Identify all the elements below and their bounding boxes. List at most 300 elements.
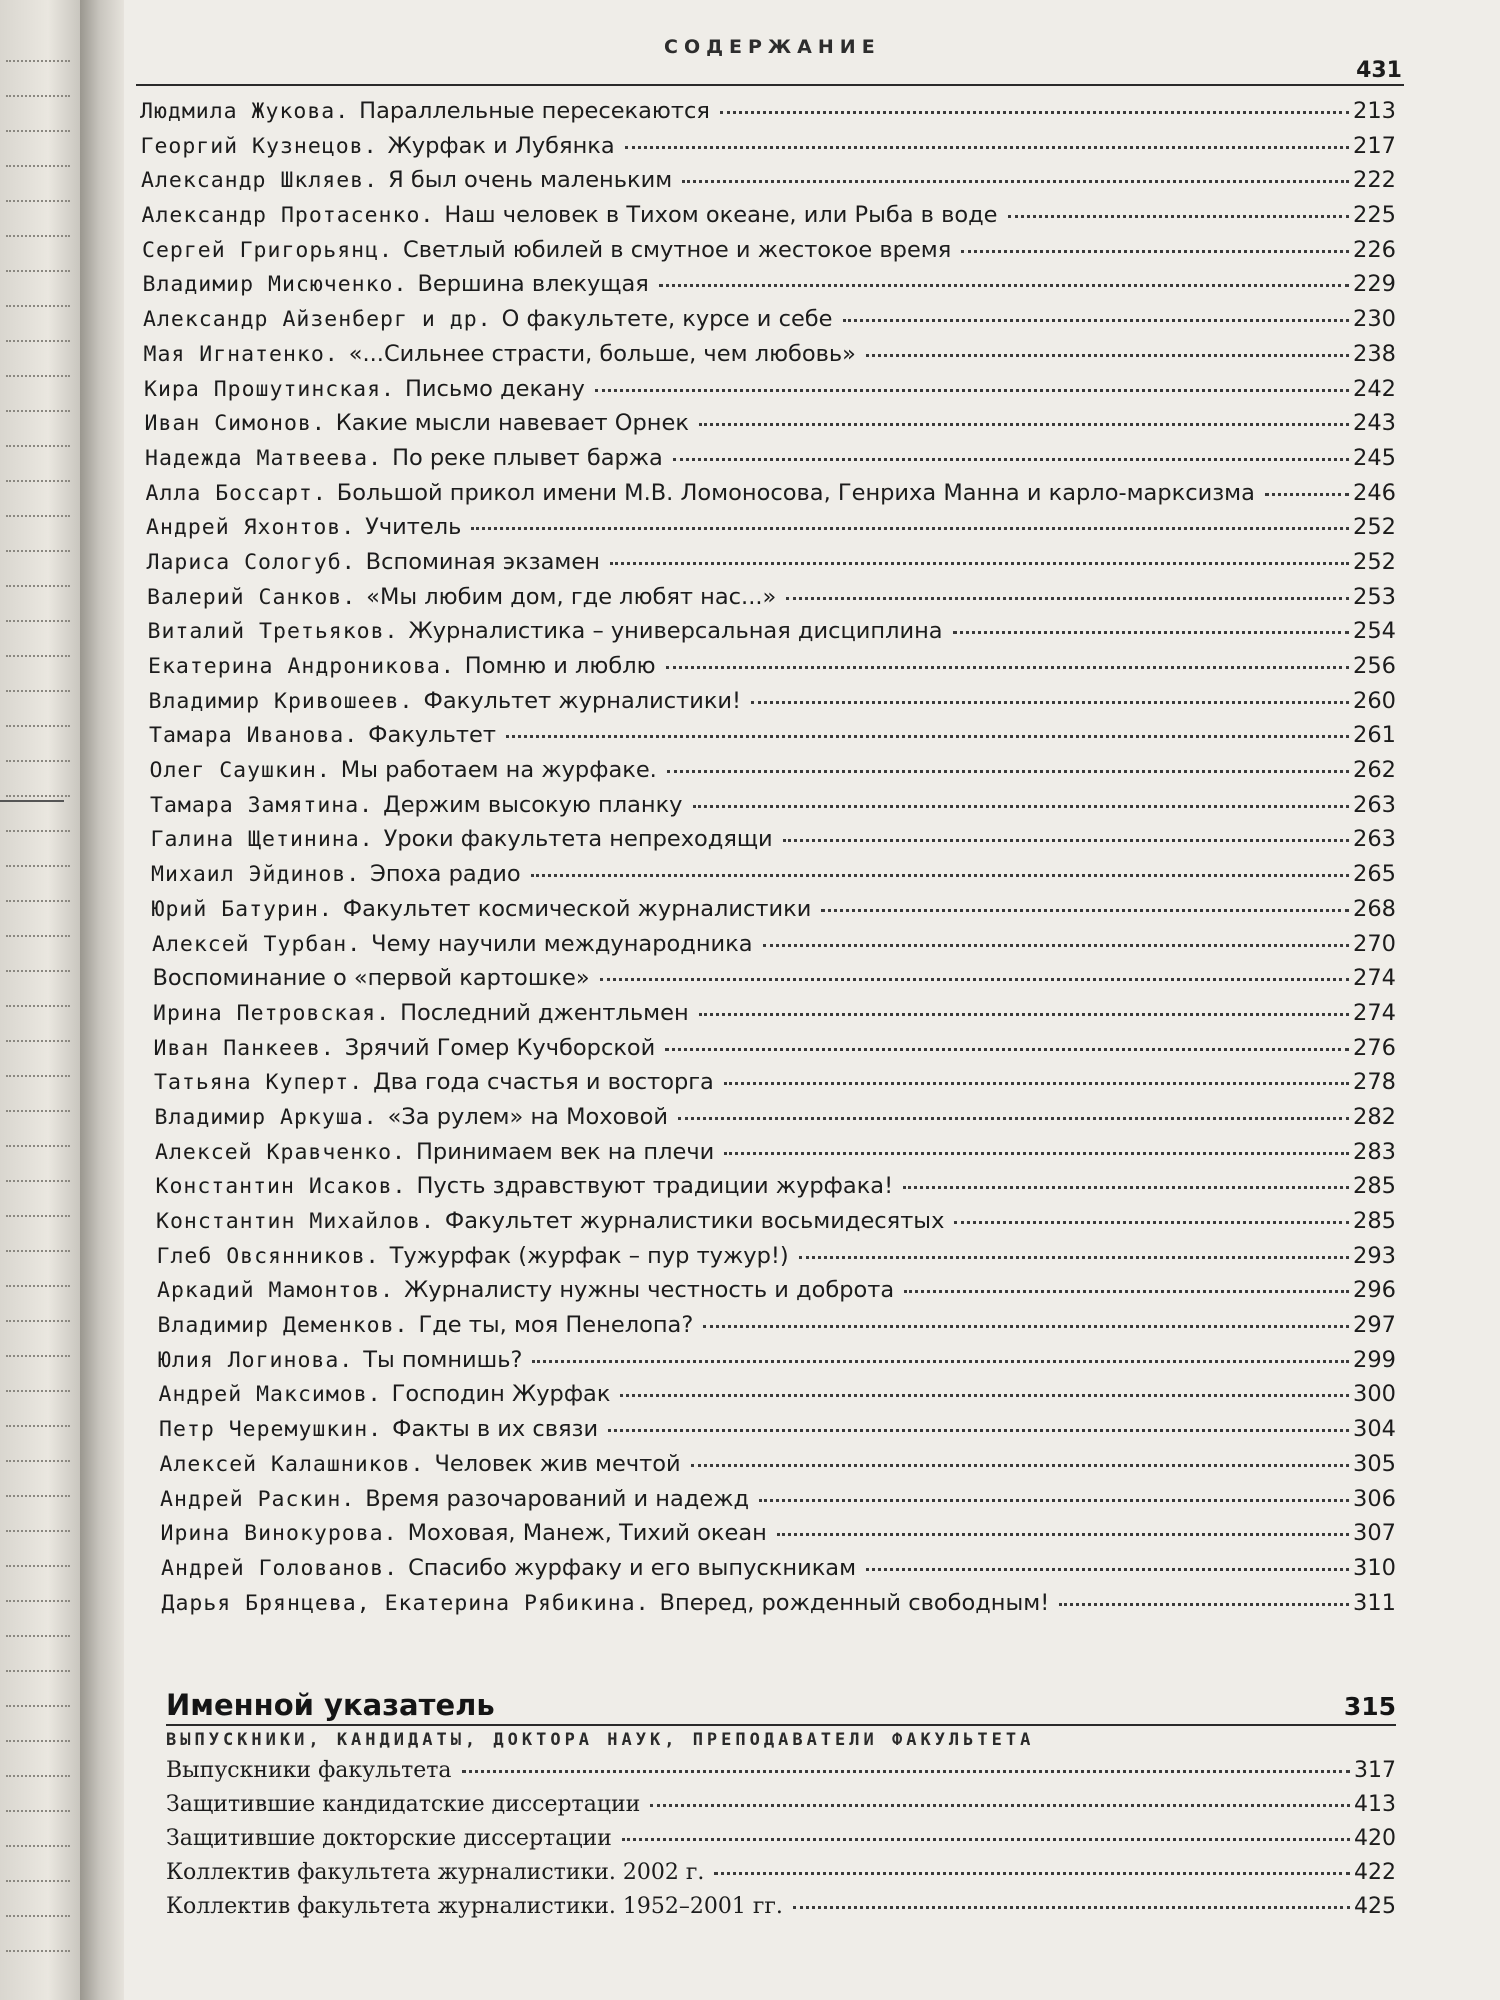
toc-author: Лариса Сологуб. [146, 549, 356, 575]
left-page-dot-leader [6, 1635, 70, 1639]
index-title: Защитившие кандидатские диссертации [166, 1792, 641, 1817]
toc-author: Александр Шкляев. [141, 168, 379, 194]
dot-leader [904, 1290, 1349, 1293]
toc-entry [140, 1104, 1396, 1139]
dot-leader [532, 1360, 1349, 1363]
left-page-rule [0, 800, 64, 802]
toc-title: Ты помнишь? [363, 1346, 523, 1373]
toc-entry [140, 133, 1396, 168]
toc-title: Эпоха радио [370, 861, 521, 888]
dot-leader [595, 389, 1349, 392]
left-page-dot-leader [6, 1705, 70, 1709]
toc-title: Последний джентльмен [400, 999, 689, 1026]
toc-title: По реке плывет баржа [392, 444, 663, 471]
toc-page-number: 300 [1353, 1381, 1396, 1408]
toc-author: Виталий Третьяков. [147, 619, 399, 645]
toc-title: Факультет журналистики! [423, 687, 742, 714]
dot-leader [531, 874, 1349, 877]
left-page-dot-leader [6, 1670, 70, 1674]
toc-entry [140, 931, 1396, 966]
toc-author: Иван Панкеев. [153, 1035, 335, 1061]
dot-leader [763, 944, 1350, 947]
left-page-dot-leader [6, 305, 70, 309]
toc-title: Господин Журфак [391, 1381, 611, 1408]
dot-leader [777, 1533, 1349, 1536]
toc-page-number: 270 [1353, 930, 1396, 957]
toc-title: О факультете, курсе и себе [501, 306, 833, 333]
dot-leader [759, 1499, 1349, 1502]
toc-author: Георгий Кузнецов. [140, 133, 378, 159]
toc-page-number: 213 [1353, 98, 1396, 124]
name-index-section [166, 1688, 1396, 1928]
dot-leader [678, 1117, 1349, 1120]
left-page-dot-leader [6, 1495, 70, 1499]
toc-page-number: 283 [1353, 1138, 1396, 1165]
toc-author: Татьяна Куперт. [154, 1070, 364, 1096]
left-page-dot-leader [6, 1600, 70, 1604]
toc-author: Константин Михайлов. [156, 1209, 435, 1234]
toc-author: Владимир Кривошеев. [148, 688, 414, 714]
toc-entry [140, 549, 1396, 584]
toc-author: Андрей Максимов. [158, 1382, 382, 1408]
index-title: Защитившие докторские диссертации [166, 1826, 612, 1851]
toc-page-number: 242 [1353, 375, 1396, 402]
toc-title: Журналисту нужны честность и доброта [404, 1277, 895, 1304]
toc-title: Я был очень маленьким [388, 167, 673, 194]
index-entry [166, 1758, 1396, 1792]
toc-title: Факты в их связи [392, 1416, 599, 1443]
left-page-dot-leader [6, 1845, 70, 1849]
dot-leader [666, 666, 1350, 669]
toc-title: Зрячий Гомер Кучборской [344, 1034, 656, 1061]
index-page-number: 422 [1354, 1860, 1396, 1885]
index-entry [166, 1826, 1396, 1860]
toc-author: Тамара Замятина. [150, 792, 374, 818]
toc-entry [140, 202, 1396, 237]
toc-title: Тужурфак (журфак – пур тужур!) [389, 1242, 789, 1269]
toc-title: Факультет космической журналистики [342, 895, 812, 922]
toc-entry [140, 1312, 1396, 1347]
toc-title: Мы работаем на журфаке. [340, 757, 657, 784]
toc-author: Кира Прошутинская. [144, 376, 395, 402]
left-page-dot-leader [6, 795, 70, 799]
toc-author: Константин Исаков. [155, 1174, 407, 1200]
left-page-dot-leader [6, 1915, 70, 1919]
toc-author: Юлия Логинова. [158, 1347, 354, 1373]
left-page-dot-leader [6, 1040, 70, 1044]
header-rule [136, 84, 1404, 86]
left-page-dot-leader [6, 1425, 70, 1429]
toc-entry [140, 861, 1396, 896]
toc-author: Иван Симонов. [144, 411, 326, 437]
left-page-dot-leader [6, 235, 70, 239]
left-page-dot-leader [6, 935, 70, 939]
dot-leader [953, 631, 1349, 634]
toc-author: Екатерина Андроникова. [148, 654, 455, 679]
toc-page-number: 243 [1353, 410, 1396, 437]
toc-author: Надежда Матвеева. [145, 445, 383, 471]
toc-title: Светлый юбилей в смутное и жестокое время [403, 236, 952, 263]
toc-author: Владимир Аркуша. [154, 1104, 378, 1130]
left-page-dot-leader [6, 375, 70, 379]
table-of-contents [140, 98, 1396, 1624]
dot-leader [903, 1186, 1349, 1189]
toc-author: Глеб Овсянников. [156, 1243, 380, 1269]
toc-entry [140, 757, 1396, 792]
index-page-number: 425 [1354, 1894, 1396, 1919]
toc-entry [140, 271, 1396, 306]
toc-author: Алексей Кравченко. [155, 1139, 406, 1165]
toc-page-number: 246 [1353, 479, 1396, 506]
dot-leader [751, 701, 1349, 704]
index-entry [166, 1792, 1396, 1826]
dot-leader [703, 1325, 1349, 1328]
left-page-dot-leader [6, 1285, 70, 1289]
toc-title: Параллельные пересекаются [359, 98, 710, 124]
toc-page-number: 274 [1353, 999, 1396, 1026]
dot-leader [608, 1429, 1349, 1432]
left-page-dot-leader [6, 95, 70, 99]
toc-page-number: 256 [1353, 653, 1396, 679]
left-page-edge [0, 0, 80, 2000]
toc-title: Моховая, Манеж, Тихий океан [407, 1520, 767, 1547]
dot-leader [471, 527, 1349, 530]
toc-author: Петр Черемушкин. [159, 1417, 383, 1443]
index-page-number: 317 [1354, 1758, 1396, 1783]
toc-page-number: 262 [1353, 757, 1396, 784]
dot-leader [793, 1906, 1350, 1909]
toc-author: Аркадий Мамонтов. [157, 1278, 395, 1304]
toc-author: Сергей Григорьянц. [142, 237, 393, 263]
toc-entry [140, 896, 1396, 931]
toc-page-number: 297 [1353, 1312, 1396, 1339]
toc-page-number: 276 [1353, 1034, 1396, 1061]
toc-entry [140, 722, 1396, 757]
dot-leader [650, 1804, 1350, 1807]
toc-title: Письмо декану [405, 375, 585, 402]
index-page-number: 413 [1354, 1792, 1396, 1817]
index-entry [166, 1860, 1396, 1894]
left-page-dot-leader [6, 165, 70, 169]
left-page-dot-leader [6, 760, 70, 764]
left-page-dot-leader [6, 1215, 70, 1219]
toc-entry [140, 1520, 1396, 1555]
toc-page-number: 252 [1353, 548, 1396, 575]
toc-entry [140, 1486, 1396, 1521]
toc-entry [140, 376, 1396, 411]
toc-page-number: 263 [1353, 826, 1396, 853]
toc-title: Пусть здравствуют традиции журфака! [416, 1173, 894, 1200]
toc-entry [140, 1277, 1396, 1312]
toc-entry [140, 167, 1396, 202]
toc-page-number: 238 [1353, 340, 1396, 367]
toc-page-number: 282 [1353, 1103, 1396, 1130]
toc-entry [140, 1139, 1396, 1174]
left-page-dot-leader [6, 130, 70, 134]
toc-entry [140, 1590, 1396, 1625]
toc-page-number: 285 [1353, 1208, 1396, 1234]
index-list [166, 1758, 1396, 1928]
section-page-number: 315 [1343, 1692, 1396, 1721]
dot-leader [866, 354, 1349, 357]
toc-title: Воспоминание о «первой картошке» [152, 965, 590, 992]
toc-author: Дарья Брянцева, Екатерина Рябикина. [161, 1590, 650, 1616]
toc-page-number: 311 [1353, 1589, 1396, 1616]
toc-author: Алексей Турбан. [152, 931, 362, 957]
toc-title: Спасибо журфаку и его выпускникам [408, 1554, 857, 1581]
dot-leader [659, 284, 1349, 287]
toc-author: Алексей Калашников. [159, 1451, 425, 1477]
dot-leader [866, 1568, 1349, 1571]
toc-page-number: 263 [1353, 791, 1396, 818]
dot-leader [724, 1082, 1349, 1085]
left-page-dot-leader [6, 655, 70, 659]
dot-leader [724, 1152, 1349, 1155]
dot-leader [699, 423, 1349, 426]
left-page-dot-leader [6, 270, 70, 274]
left-page-dot-leader [6, 725, 70, 729]
toc-author: Андрей Раскин. [160, 1486, 356, 1512]
toc-page-number: 226 [1353, 236, 1396, 263]
section-heading-row [166, 1688, 1396, 1726]
toc-page-number: 229 [1353, 271, 1396, 298]
toc-page-number: 260 [1353, 687, 1396, 714]
dot-leader [1265, 493, 1349, 496]
toc-entry [140, 965, 1396, 1000]
dot-leader [786, 597, 1349, 600]
left-page-dot-leader [6, 1250, 70, 1254]
dot-leader [843, 319, 1350, 322]
toc-title: Человек жив мечтой [434, 1450, 681, 1477]
toc-title: Журфак и Лубянка [387, 132, 615, 159]
toc-entry [140, 1069, 1396, 1104]
toc-author: Галина Щетинина. [150, 827, 374, 853]
toc-title: Уроки факультета непреходящи [383, 826, 773, 853]
toc-entry [140, 1347, 1396, 1382]
right-page [124, 0, 1500, 2000]
left-page-dot-leader [6, 1110, 70, 1114]
toc-author: Валерий Санков. [147, 584, 357, 610]
left-page-dot-leader [6, 690, 70, 694]
toc-page-number: 304 [1353, 1416, 1396, 1443]
toc-page-number: 252 [1353, 514, 1396, 541]
toc-entry [140, 618, 1396, 653]
book-gutter [80, 0, 124, 2000]
toc-page-number: 285 [1353, 1173, 1396, 1200]
toc-page-number: 274 [1353, 965, 1396, 992]
toc-entry [140, 653, 1396, 688]
toc-author: Алла Боссарт. [145, 480, 327, 506]
left-page-dot-leader [6, 1565, 70, 1569]
index-title: Выпускники факультета [166, 1758, 452, 1783]
dot-leader [682, 180, 1349, 183]
toc-entry [140, 688, 1396, 723]
toc-author: Ирина Петровская. [153, 1000, 391, 1026]
left-page-dot-leader [6, 1075, 70, 1079]
toc-author: Юрий Батурин. [151, 896, 333, 922]
toc-title: Большой прикол имени М.В. Ломоносова, Генриха Манна и карло-марксизма [336, 479, 1255, 506]
toc-entry [140, 1035, 1396, 1070]
toc-author: Мая Игнатенко. [143, 341, 339, 367]
toc-author: Олег Саушкин. [149, 758, 331, 784]
left-page-dot-leader [6, 480, 70, 484]
toc-title: Какие мысли навевает Орнек [335, 410, 689, 437]
toc-author: Ирина Винокурова. [160, 1521, 398, 1547]
toc-title: Чему научили международника [371, 930, 753, 957]
toc-entry [140, 514, 1396, 549]
left-page-dot-leader [6, 1355, 70, 1359]
left-page-dot-leader [6, 340, 70, 344]
toc-page-number: 305 [1353, 1450, 1396, 1477]
toc-author: Андрей Голованов. [161, 1555, 399, 1581]
left-page-dot-leader [6, 1145, 70, 1149]
dot-leader [954, 1221, 1349, 1224]
toc-author: Александр Айзенберг и др. [143, 307, 492, 333]
toc-page-number: 268 [1353, 895, 1396, 922]
section-title: Именной указатель [166, 1688, 495, 1722]
dot-leader [699, 1013, 1349, 1016]
dot-leader [625, 146, 1349, 149]
dot-leader [673, 458, 1349, 461]
left-page-dot-leader [6, 970, 70, 974]
toc-entry [140, 1451, 1396, 1486]
running-head: СОДЕРЖАНИЕ [664, 36, 881, 58]
toc-page-number: 217 [1353, 132, 1396, 159]
index-title: Коллектив факультета журналистики. 2002 г. [166, 1860, 705, 1885]
left-page-dot-leader [6, 60, 70, 64]
toc-title: Время разочарований и надежд [365, 1485, 750, 1512]
dot-leader [693, 805, 1350, 808]
page-number: 431 [1356, 58, 1402, 83]
dot-leader [506, 735, 1349, 738]
dot-leader [714, 1872, 1350, 1875]
toc-page-number: 253 [1353, 583, 1396, 610]
left-page-dot-leader [6, 620, 70, 624]
toc-title: Журналистика – универсальная дисциплина [408, 618, 943, 645]
toc-entry [140, 98, 1396, 133]
left-page-dot-leader [6, 1880, 70, 1884]
dot-leader [720, 111, 1349, 114]
toc-title: Принимаем век на плечи [416, 1138, 715, 1165]
left-page-dot-leader [6, 1390, 70, 1394]
toc-page-number: 296 [1353, 1277, 1396, 1304]
toc-title: Вспоминая экзамен [365, 548, 600, 575]
toc-title: Где ты, моя Пенелопа? [418, 1312, 694, 1339]
dot-leader [610, 562, 1349, 565]
toc-title: «За рулем» на Моховой [387, 1103, 669, 1130]
toc-page-number: 299 [1353, 1346, 1396, 1373]
left-page-dot-leader [6, 830, 70, 834]
dot-leader [1008, 215, 1350, 218]
toc-title: Учитель [365, 514, 462, 541]
toc-entry [140, 1243, 1396, 1278]
toc-title: Вершина влекущая [417, 271, 649, 298]
toc-author: Александр Протасенко. [141, 203, 435, 229]
index-page-number: 420 [1354, 1826, 1396, 1851]
left-page-dot-leader [6, 1005, 70, 1009]
left-page-dot-leader [6, 900, 70, 904]
toc-entry [140, 1381, 1396, 1416]
toc-page-number: 254 [1353, 618, 1396, 645]
toc-author: Тамара Иванова. [149, 723, 359, 749]
toc-page-number: 293 [1353, 1242, 1396, 1269]
left-page-dot-leader [6, 445, 70, 449]
dot-leader [691, 1464, 1349, 1467]
toc-entry [140, 1000, 1396, 1035]
dot-leader [665, 1048, 1349, 1051]
toc-title: Помню и люблю [464, 653, 656, 679]
left-page-dot-leader [6, 410, 70, 414]
toc-entry [140, 584, 1396, 619]
index-title: Коллектив факультета журналистики. 1952–2001 гг. [166, 1894, 783, 1919]
toc-entry [140, 1208, 1396, 1243]
toc-page-number: 230 [1353, 306, 1396, 333]
section-subtitle: ВЫПУСКНИКИ, КАНДИДАТЫ, ДОКТОРА НАУК, ПРЕПОДАВАТЕЛИ ФАКУЛЬТЕТА [166, 1730, 1035, 1750]
toc-title: Держим высокую планку [383, 791, 683, 818]
toc-entry [140, 792, 1396, 827]
left-page-dot-leader [6, 200, 70, 204]
dot-leader [1059, 1603, 1349, 1606]
dot-leader [821, 909, 1349, 912]
left-page-dot-leader [6, 515, 70, 519]
toc-entry [140, 341, 1396, 376]
left-page-dot-leader [6, 585, 70, 589]
toc-page-number: 245 [1353, 444, 1396, 471]
toc-entry [140, 480, 1396, 515]
toc-page-number: 222 [1353, 167, 1396, 194]
toc-entry [140, 410, 1396, 445]
toc-title: Два года счастья и восторга [373, 1069, 714, 1096]
dot-leader [600, 978, 1349, 981]
toc-entry [140, 826, 1396, 861]
left-page-dot-leader [6, 550, 70, 554]
toc-title: Вперед, рожденный свободным! [659, 1589, 1050, 1616]
toc-entry [140, 445, 1396, 480]
dot-leader [799, 1256, 1349, 1259]
dot-leader [667, 770, 1349, 773]
toc-entry [140, 306, 1396, 341]
toc-title: «...Сильнее страсти, больше, чем любовь» [348, 340, 856, 367]
left-page-dot-leader [6, 865, 70, 869]
dot-leader [622, 1838, 1350, 1841]
toc-author: Людмила Жукова. [140, 99, 350, 124]
toc-page-number: 225 [1353, 202, 1396, 229]
toc-entry [140, 1173, 1396, 1208]
toc-title: Факультет журналистики восьмидесятых [444, 1208, 945, 1234]
toc-entry [140, 237, 1396, 272]
toc-title: Наш человек в Тихом океане, или Рыба в воде [444, 202, 998, 229]
toc-entry [140, 1555, 1396, 1590]
toc-title: «Мы любим дом, где любят нас...» [366, 583, 777, 610]
dot-leader [961, 250, 1349, 253]
left-page-dot-leader [6, 1180, 70, 1184]
toc-author: Владимир Деменков. [157, 1313, 409, 1339]
toc-page-number: 278 [1353, 1069, 1396, 1096]
toc-title: Факультет [368, 722, 496, 749]
left-page-dot-leader [6, 1810, 70, 1814]
left-page-dot-leader [6, 1530, 70, 1534]
left-page-dot-leader [6, 1950, 70, 1954]
toc-page-number: 307 [1353, 1520, 1396, 1547]
toc-page-number: 306 [1353, 1485, 1396, 1512]
toc-page-number: 261 [1353, 722, 1396, 749]
index-entry [166, 1894, 1396, 1928]
left-page-dot-leader [6, 1740, 70, 1744]
toc-author: Михаил Эйдинов. [151, 862, 361, 888]
toc-author: Владимир Мисюченко. [142, 272, 408, 298]
left-page-dot-leader [6, 1775, 70, 1779]
toc-page-number: 310 [1353, 1554, 1396, 1581]
